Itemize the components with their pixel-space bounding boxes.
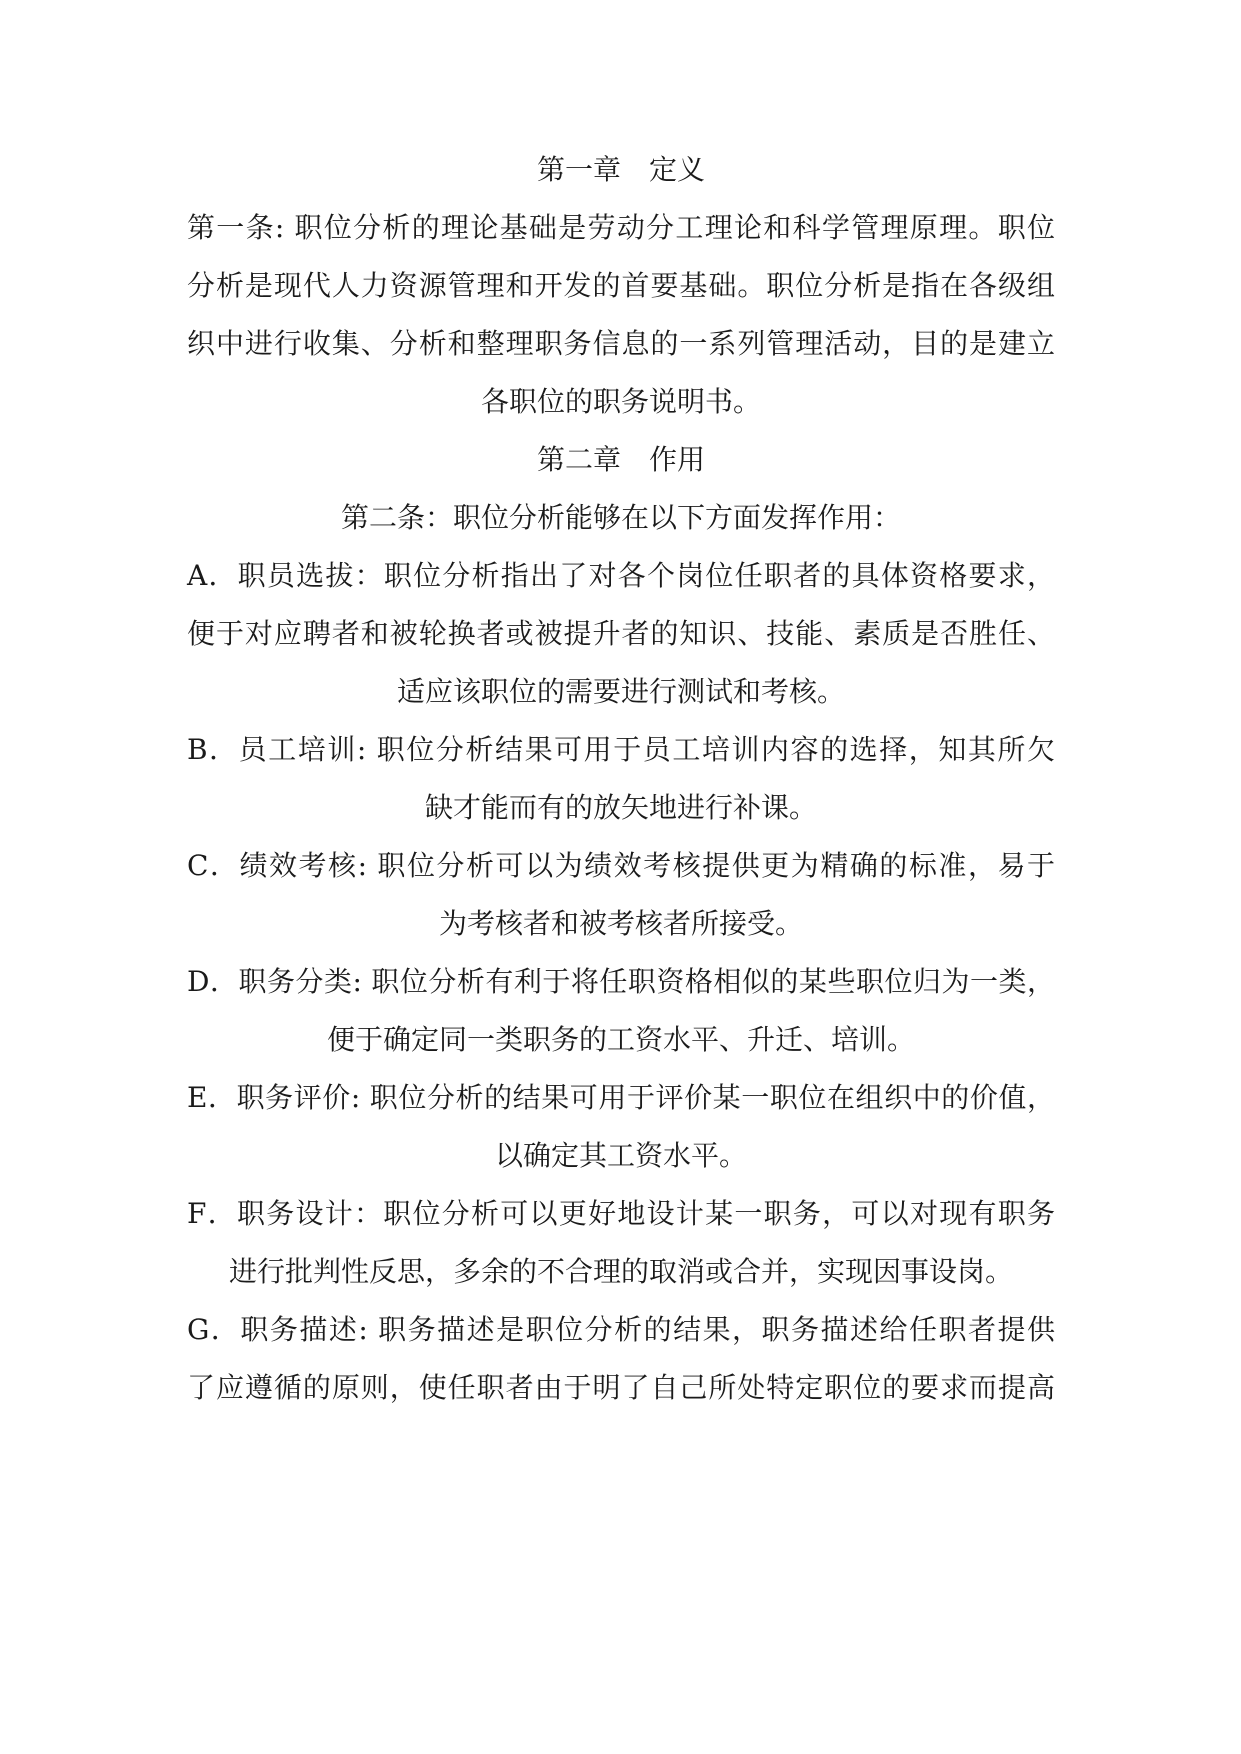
list-item-line: F．职务设计：职位分析可以更好地设计某一职务，可以对现有职务 <box>187 1197 1055 1230</box>
article-line: 织中进行收集、分析和整理职务信息的一系列管理活动，目的是建立 <box>187 327 1055 360</box>
list-item-line: 为考核者和被考核者所接受。 <box>438 907 803 940</box>
list-item-line: A．职员选拔：职位分析指出了对各个岗位任职者的具体资格要求， <box>187 559 1055 592</box>
list-item-line: 便于确定同一类职务的工资水平、升迁、培训。 <box>326 1023 915 1056</box>
list-item-line: G．职务描述: 职务描述是职位分析的结果，职务描述给任职者提供 <box>187 1313 1055 1346</box>
chapter-heading: 第二章 作用 <box>536 443 705 476</box>
article-intro: 第二条：职位分析能够在以下方面发挥作用： <box>340 501 901 534</box>
list-item-line: 以确定其工资水平。 <box>494 1139 747 1172</box>
article-line: 分析是现代人力资源管理和开发的首要基础。职位分析是指在各级组 <box>187 269 1055 302</box>
article-line: 第一条: 职位分析的理论基础是劳动分工理论和科学管理原理。职位 <box>187 211 1055 244</box>
chapter-heading: 第一章 定义 <box>536 153 705 186</box>
list-item-line: E．职务评价: 职位分析的结果可用于评价某一职位在组织中的价值， <box>187 1081 1055 1114</box>
list-item-line: C．绩效考核: 职位分析可以为绩效考核提供更为精确的标准，易于 <box>187 849 1055 882</box>
list-item-line: 缺才能而有的放矢地进行补课。 <box>424 791 817 824</box>
list-item-line: 进行批判性反思，多余的不合理的取消或合并，实现因事设岗。 <box>228 1255 1013 1288</box>
list-item-line: 适应该职位的需要进行测试和考核。 <box>396 675 845 708</box>
list-item-line: D．职务分类: 职位分析有利于将任职资格相似的某些职位归为一类， <box>187 965 1055 998</box>
list-item-line: 了应遵循的原则，使任职者由于明了自己所处特定职位的要求而提高 <box>187 1371 1055 1404</box>
list-item-line: 便于对应聘者和被轮换者或被提升者的知识、技能、素质是否胜任、 <box>187 617 1055 650</box>
article-line: 各职位的职务说明书。 <box>480 385 761 418</box>
list-item-line: B．员工培训: 职位分析结果可用于员工培训内容的选择，知其所欠 <box>187 733 1055 766</box>
